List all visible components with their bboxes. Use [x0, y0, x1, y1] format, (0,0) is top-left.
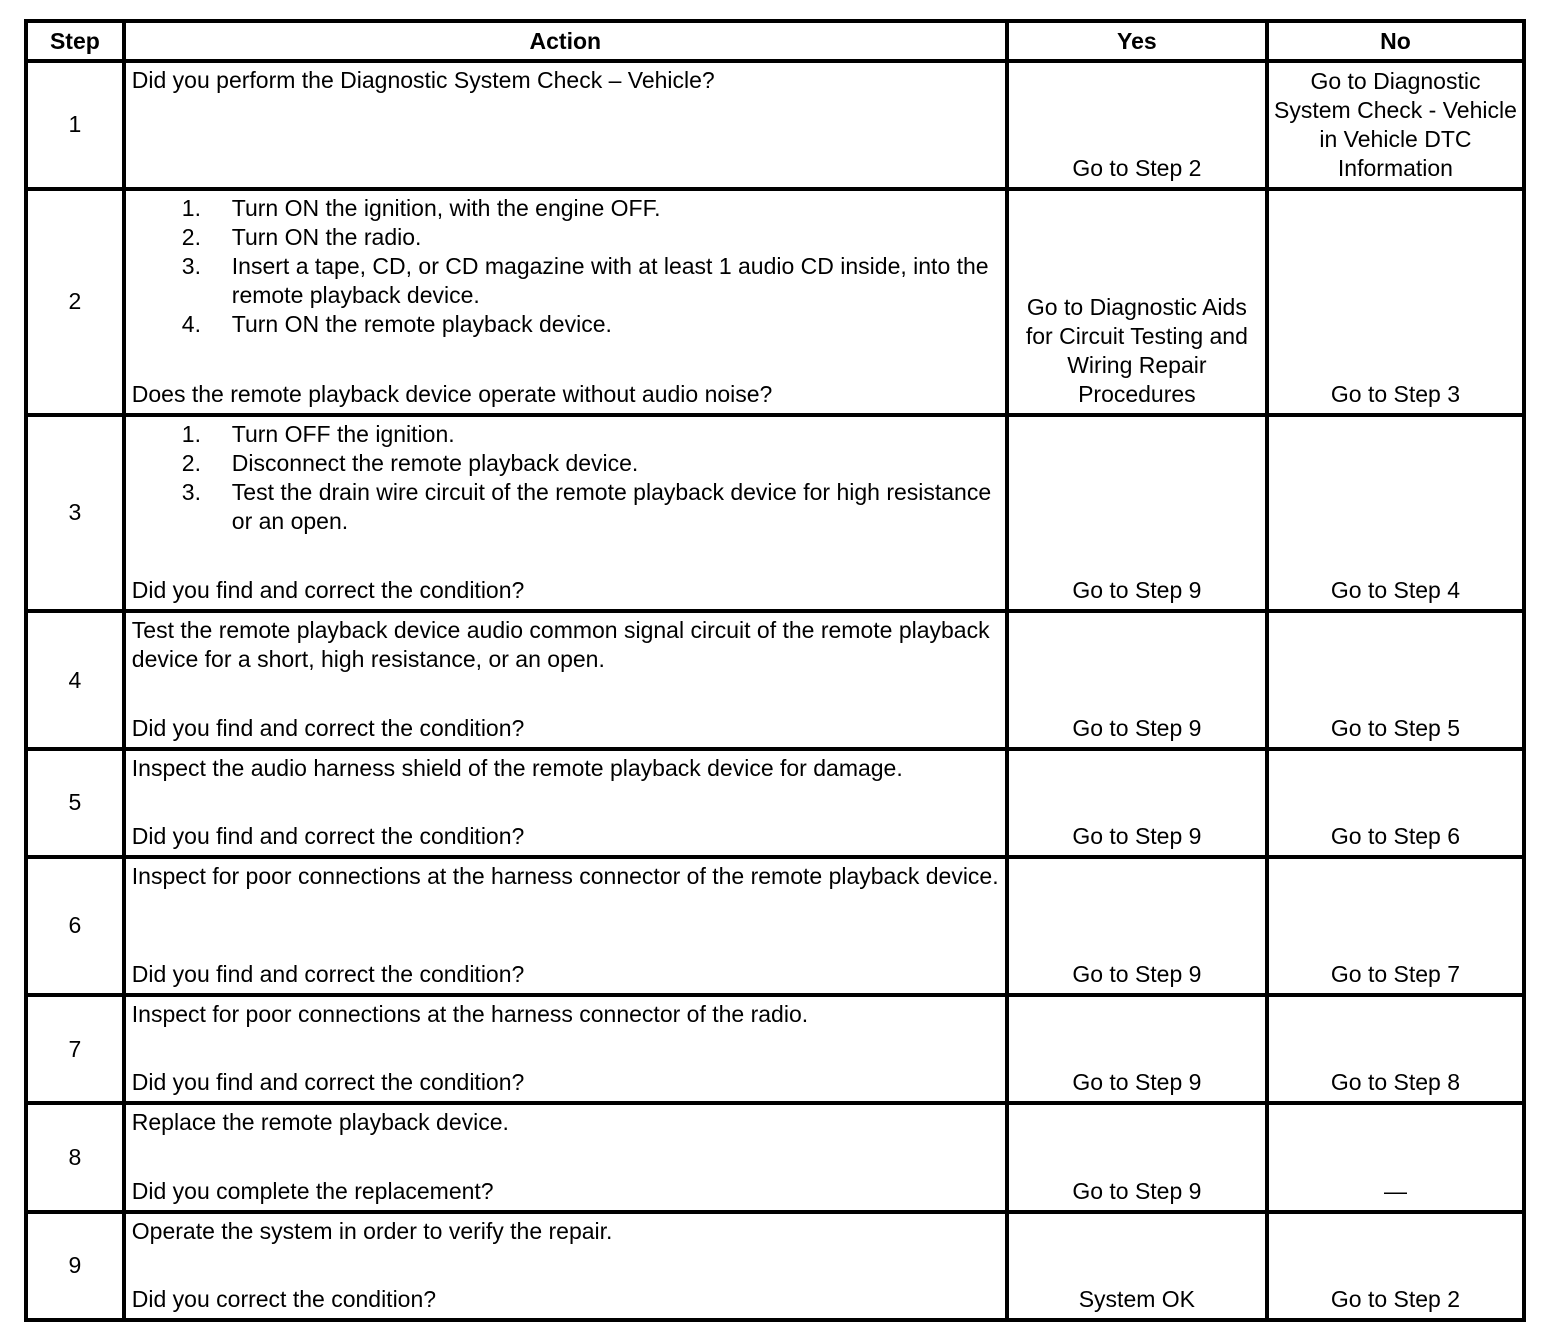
yes-cell: Go to Step 9 — [1007, 749, 1267, 856]
yes-cell: Go to Step 9 — [1007, 857, 1267, 995]
list-item: 2. Turn ON the radio. — [181, 223, 422, 250]
action-steps-list — [132, 420, 999, 536]
header-no: No — [1267, 21, 1524, 61]
action-question: Did you complete the replacement? — [131, 1177, 494, 1204]
yes-cell: Go to Step 9 — [1007, 995, 1267, 1103]
table-row — [26, 995, 1524, 1103]
list-item: 3. Test the drain wire circuit of the remote playback device for high resistance or an open. — [181, 478, 992, 534]
action-question: Did you find and correct the condition? — [131, 577, 525, 604]
step-number: 5 — [26, 749, 124, 856]
action-question: Did you find and correct the condition? — [131, 822, 525, 849]
action-cell — [124, 189, 1007, 415]
step-number: 2 — [26, 189, 124, 415]
step-number: 6 — [26, 857, 124, 995]
yes-cell: Go to Step 9 — [1007, 1103, 1267, 1211]
table-row — [26, 415, 1524, 611]
step-number: 4 — [26, 611, 124, 749]
yes-cell: Go to Step 9 — [1007, 415, 1267, 611]
action-intro: Test the remote playback device audio common signal circuit of the remote playback device for a short, high resistance, or an open. — [131, 617, 990, 673]
yes-cell: System OK — [1007, 1212, 1267, 1320]
action-cell — [124, 415, 1007, 611]
no-cell: Go to Step 6 — [1267, 749, 1524, 856]
action-question: Did you find and correct the condition? — [131, 960, 525, 987]
no-cell: — — [1267, 1103, 1524, 1211]
step-number: 9 — [26, 1212, 124, 1320]
no-cell: Go to Step 5 — [1267, 611, 1524, 749]
action-cell — [124, 1103, 1007, 1211]
action-intro: Inspect the audio harness shield of the remote playback device for damage. — [131, 755, 903, 782]
table-row — [26, 749, 1524, 856]
header-yes: Yes — [1007, 21, 1267, 61]
header-step: Step — [26, 21, 124, 61]
yes-cell: Go to Diagnostic Aids for Circuit Testing and Wiring Repair Procedures — [1007, 189, 1267, 415]
action-cell — [124, 857, 1007, 995]
table-row — [26, 61, 1524, 189]
no-cell: Go to Step 8 — [1267, 995, 1524, 1103]
step-number: 3 — [26, 415, 124, 611]
table-row — [26, 189, 1524, 415]
table-row — [26, 1212, 1524, 1320]
no-cell: Go to Step 2 — [1267, 1212, 1524, 1320]
action-intro: Operate the system in order to verify the repair. — [131, 1217, 613, 1244]
action-question: Did you find and correct the condition? — [131, 715, 525, 742]
list-item: 3. Insert a tape, CD, or CD magazine with at least 1 audio CD inside, into the remote playback device. — [181, 252, 989, 308]
no-cell: Go to Step 7 — [1267, 857, 1524, 995]
yes-cell: Go to Step 9 — [1007, 611, 1267, 749]
action-cell — [124, 995, 1007, 1103]
list-item: 4. Turn ON the remote playback device. — [181, 310, 612, 337]
no-cell: Go to Step 3 — [1267, 189, 1524, 415]
list-item: 1. Turn OFF the ignition. — [181, 420, 455, 447]
diagnostic-table — [24, 19, 1526, 1322]
header-row — [26, 21, 1524, 61]
header-action: Action — [124, 21, 1007, 61]
step-number: 8 — [26, 1103, 124, 1211]
action-cell — [124, 611, 1007, 749]
action-intro: Inspect for poor connections at the harness connector of the remote playback device. — [131, 862, 999, 889]
table-row — [26, 1103, 1524, 1211]
action-question: Did you correct the condition? — [131, 1286, 437, 1312]
list-item: 2. Disconnect the remote playback device. — [181, 449, 639, 476]
table-row — [26, 857, 1524, 995]
action-intro: Inspect for poor connections at the harness connector of the radio. — [131, 1000, 809, 1027]
action-cell — [124, 61, 1007, 189]
no-cell: Go to Diagnostic System Check - Vehicle in Vehicle DTC Information — [1267, 61, 1524, 189]
action-question: Does the remote playback device operate without audio noise? — [131, 380, 773, 407]
action-cell — [124, 749, 1007, 856]
action-intro: Replace the remote playback device. — [131, 1109, 509, 1136]
list-item: 1. Turn ON the ignition, with the engine OFF. — [181, 194, 661, 221]
no-cell: Go to Step 4 — [1267, 415, 1524, 611]
action-cell — [124, 1212, 1007, 1320]
step-number: 7 — [26, 995, 124, 1103]
action-question: Did you perform the Diagnostic System Check – Vehicle? — [131, 67, 715, 93]
action-question: Did you find and correct the condition? — [131, 1069, 525, 1096]
table-row — [26, 611, 1524, 749]
action-steps-list — [132, 194, 999, 339]
yes-cell: Go to Step 2 — [1007, 61, 1267, 189]
step-number: 1 — [26, 61, 124, 189]
